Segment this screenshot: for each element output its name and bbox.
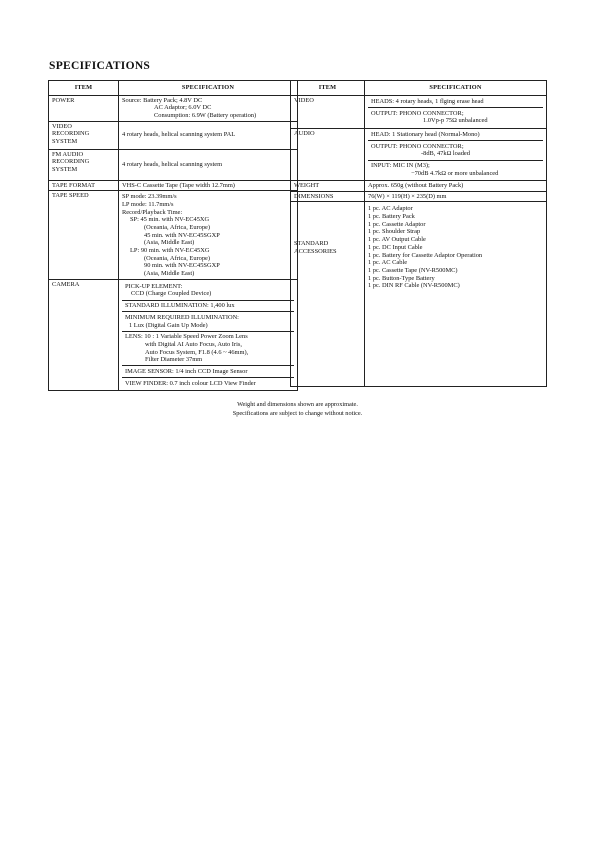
spec-tape-format: VHS-C Cassette Tape (Tape width 12.7mm) xyxy=(119,180,298,191)
spec-audio-head: HEAD: 1 Stationary head (Normal-Mono) xyxy=(368,130,543,142)
spec-audio xyxy=(365,128,547,180)
accessory-line: 1 pc. Cassette Adaptor xyxy=(368,220,426,228)
spec-line: PICK-UP ELEMENT: xyxy=(125,282,183,290)
spec-line: (Asia, Middle East) xyxy=(144,270,195,278)
item-line: RECORDING xyxy=(52,158,90,166)
spec-view-finder: VIEW FINDER: 0.7 inch colour LCD View Finder xyxy=(125,379,256,387)
row-accessories xyxy=(291,202,547,387)
spec-line: 45 min. with NV-EC45SGXP xyxy=(144,231,220,239)
spec-dimensions: 76(W) × 119(H) × 235(D) mm xyxy=(365,191,547,202)
item-power: POWER xyxy=(49,95,119,121)
row-camera xyxy=(49,280,298,391)
spec-line: SP: 45 min. with NV-EC45XG xyxy=(130,216,210,224)
spec-line: LP: 90 min. with NV-EC45XG xyxy=(130,247,210,255)
accessory-line: 1 pc. AC Adaptor xyxy=(368,205,413,213)
header-item: ITEM xyxy=(291,81,365,96)
spec-line: CCD (Charge Coupled Device) xyxy=(131,290,212,298)
spec-video xyxy=(365,95,547,128)
row-audio xyxy=(291,128,547,180)
row-power xyxy=(49,95,298,121)
accessory-line: 1 pc. DIN RF Cable (NV-R500MC) xyxy=(368,282,460,290)
spec-fm-audio: 4 rotary heads, helical scanning system xyxy=(119,149,298,180)
spec-table-right xyxy=(290,80,547,387)
accessory-line: 1 pc. DC Input Cable xyxy=(368,243,423,251)
spec-line: LENS: 10 : 1 Variable Speed Power Zoom Lens xyxy=(125,333,248,341)
accessory-line: 1 pc. Shoulder Strap xyxy=(368,228,421,236)
spec-line: MINIMUM REQUIRED ILLUMINATION: xyxy=(125,313,239,321)
spec-line: 1 Lux (Digital Gain Up Mode) xyxy=(129,321,208,329)
item-tape-speed: TAPE SPEED xyxy=(49,191,119,280)
spec-pickup-element xyxy=(122,281,294,300)
item-line: SYSTEM xyxy=(52,165,78,173)
row-video-recording xyxy=(49,121,298,149)
spec-tape-speed xyxy=(119,191,298,280)
spec-line: (Oceania, Africa, Europe) xyxy=(144,254,210,262)
row-weight xyxy=(291,181,547,192)
spec-line: INPUT: MIC IN (M3); xyxy=(371,162,430,170)
spec-table-left xyxy=(48,80,298,391)
spec-line: LP mode: 11.7mm/s xyxy=(122,200,174,208)
spec-audio-input xyxy=(368,161,543,179)
item-tape-format: TAPE FORMAT xyxy=(49,180,119,191)
spec-video-recording: 4 rotary heads, helical scanning system PAL xyxy=(119,121,298,149)
item-audio: AUDIO xyxy=(291,128,365,180)
spec-line: −70dB 4.7kΩ or more unbalanced xyxy=(411,169,499,177)
spec-camera xyxy=(119,280,298,391)
page-title: SPECIFICATIONS xyxy=(49,60,151,72)
spec-line: with Digital AI Auto Focus, Auto Iris, xyxy=(145,340,242,348)
item-line: VIDEO xyxy=(52,122,72,130)
accessory-line: 1 pc. Battery for Cassette Adaptor Operation xyxy=(368,251,483,259)
accessory-line: 1 pc. Battery Pack xyxy=(368,213,415,221)
item-line: RECORDING xyxy=(52,130,90,138)
spec-standard-illumination: STANDARD ILLUMINATION: 1,400 lux xyxy=(122,301,294,313)
spec-line: OUTPUT: PHONO CONNECTOR; xyxy=(371,109,464,117)
spec-video-output xyxy=(368,108,543,126)
header-specification: SPECIFICATION xyxy=(119,81,298,96)
item-fm-audio xyxy=(49,149,119,180)
accessory-line: 1 pc. AC Cable xyxy=(368,259,408,267)
row-fm-audio xyxy=(49,149,298,180)
accessory-line: 1 pc. AV Output Cable xyxy=(368,236,426,244)
spec-line: 1.0Vp-p 75Ω unbalanced xyxy=(423,117,488,125)
item-accessories xyxy=(291,202,365,387)
note-weight: Weight and dimensions shown are approximate. xyxy=(237,401,358,408)
item-video-recording xyxy=(49,121,119,149)
spec-line: AC Adaptor; 6.0V DC xyxy=(154,104,212,112)
spec-line: SP mode: 23.39mm/s xyxy=(122,193,177,201)
spec-lens xyxy=(122,332,294,367)
item-line: FM AUDIO xyxy=(52,150,84,158)
spec-line: Record/Playback Time: xyxy=(122,208,183,216)
header-row xyxy=(291,81,547,96)
spec-image-sensor: IMAGE SENSOR: 1/4 inch CCD Image Sensor xyxy=(122,366,294,378)
spec-line: -8dB, 47kΩ loaded xyxy=(421,150,470,158)
spec-line: OUTPUT: PHONO CONNECTOR; xyxy=(371,142,464,150)
header-row xyxy=(49,81,298,96)
spec-line: Source: Battery Pack; 4.8V DC xyxy=(122,96,203,104)
spec-line: (Oceania, Africa, Europe) xyxy=(144,224,210,232)
spec-accessories xyxy=(365,202,547,387)
spec-weight: Approx. 650g (without Battery Pack) xyxy=(365,181,547,192)
spec-audio-output xyxy=(368,141,543,160)
spec-line: Filter Diameter 37mm xyxy=(145,356,203,364)
item-video: VIDEO xyxy=(291,95,365,128)
item-dimensions: DIMENSIONS xyxy=(291,191,365,202)
spec-power xyxy=(119,95,298,121)
spec-line: Consumption: 6.9W (Battery operation) xyxy=(154,111,257,119)
spec-video-heads: HEADS: 4 rotary heads, 1 flging erase head xyxy=(368,97,543,109)
header-specification: SPECIFICATION xyxy=(365,81,547,96)
spec-line: (Asia, Middle East) xyxy=(144,239,195,247)
footnotes xyxy=(0,401,595,418)
accessory-line: 1 pc. Cassette Tape (NV-R500MC) xyxy=(368,266,458,274)
item-line: SYSTEM xyxy=(52,137,78,145)
item-line: ACCESSORIES xyxy=(294,248,337,256)
header-item: ITEM xyxy=(49,81,119,96)
item-line: STANDARD xyxy=(294,240,329,248)
accessory-line: 1 pc. Button-Type Battery xyxy=(368,274,435,282)
note-specifications: Specifications are subject to change without notice. xyxy=(232,409,363,417)
spec-line: 90 min. with NV-EC45SGXP xyxy=(144,262,220,270)
spec-minimum-illumination xyxy=(122,312,294,331)
row-video xyxy=(291,95,547,128)
row-tape-speed xyxy=(49,191,298,280)
row-tape-format xyxy=(49,180,298,191)
item-camera: CAMERA xyxy=(49,280,119,391)
row-dimensions xyxy=(291,191,547,202)
item-weight: WEIGHT xyxy=(291,181,365,192)
spec-line: Auto Focus System, F1.8 (4.6 ~ 46mm), xyxy=(145,348,249,356)
